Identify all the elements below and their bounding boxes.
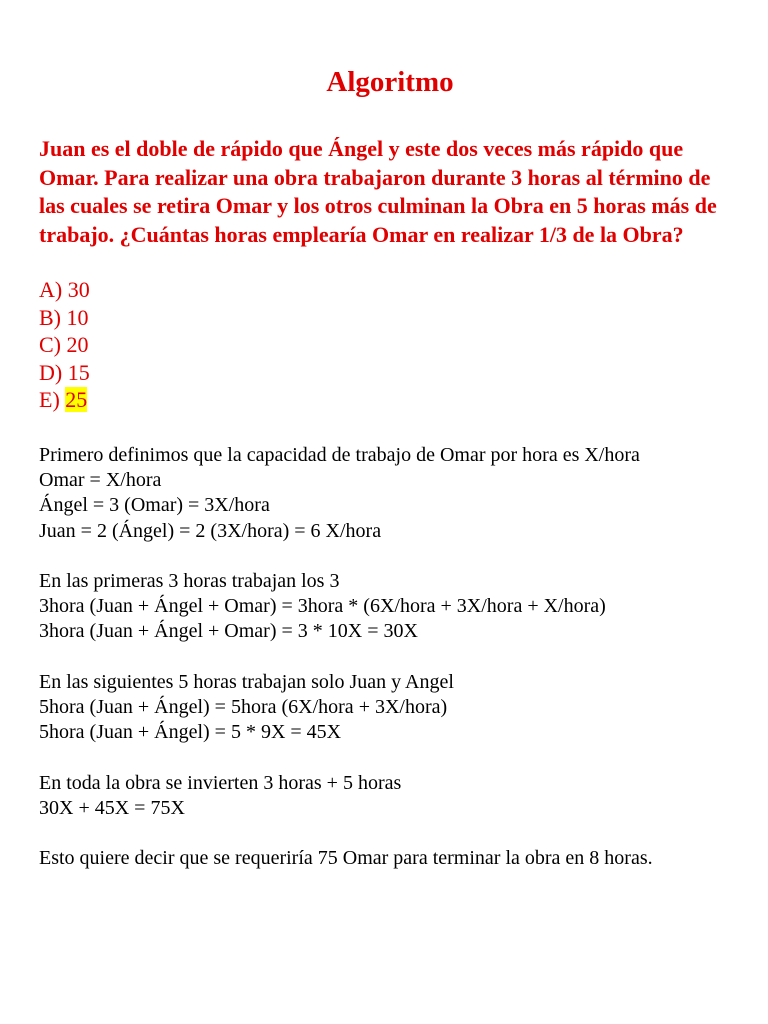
solution-line: Primero definimos que la capacidad de trabajo de Omar por hora es X/hora [39,444,640,466]
highlighted-answer: 25 [65,387,88,413]
conclusion-line: Esto quiere decir que se requeriría 75 Omar para terminar la obra en 8 horas. [39,847,653,870]
answer-options [39,276,90,414]
option-b [39,304,90,332]
option-letter: D) [39,359,68,385]
page-title: Algoritmo [326,66,454,98]
solution-text [39,443,719,871]
option-value: 20 [66,332,89,358]
option-letter: B) [39,304,67,330]
option-a [39,276,90,304]
solution-line: 5hora (Juan + Ángel) = 5 * 9X = 45X [39,721,342,744]
solution-line: En las siguientes 5 horas trabajan solo Juan y Angel [39,670,454,693]
option-c [39,331,90,359]
paragraph-gap [39,821,719,846]
solution-line: En las primeras 3 horas trabajan los 3 [39,570,340,592]
solution-line: 3hora (Juan + Ángel + Omar) = 3hora * (6X/hora + 3X/hora + X/hora) [39,595,606,618]
option-value: 15 [67,359,90,385]
solution-line: Juan = 2 (Ángel) = 2 (3X/hora) = 6 X/hora [39,519,382,542]
option-value: 10 [66,304,89,330]
paragraph-gap [39,745,719,770]
paragraph-gap [39,544,719,569]
solution-line: 30X + 45X = 75X [39,796,185,819]
option-value: 30 [67,277,90,302]
solution-line: 5hora (Juan + Ángel) = 5hora (6X/hora + 3X/hora) [39,696,448,718]
option-d [39,359,90,387]
option-e [39,386,90,414]
solution-line: En toda la obra se invierten 3 horas + 5 horas [39,771,402,794]
solution-line: Omar = X/hora [39,469,162,492]
problem-statement: Juan es el doble de rápido que Ángel y este dos veces más rápido que Omar. Para realizar una obra trabajaron durante 3 horas al término de las cuales se retira Omar y los otros culminan la Obra en 5 horas más de trabajo. ¿Cuántas horas emplearía Omar en realizar 1/3 de la Obra? [39,136,717,247]
solution-line: 3hora (Juan + Ángel + Omar) = 3 * 10X = 30X [39,620,418,643]
option-letter: A) [39,277,68,302]
option-letter: C) [39,332,67,358]
solution-line: Ángel = 3 (Omar) = 3X/hora [39,494,270,517]
option-letter: E) [39,387,66,413]
paragraph-gap [39,645,719,670]
